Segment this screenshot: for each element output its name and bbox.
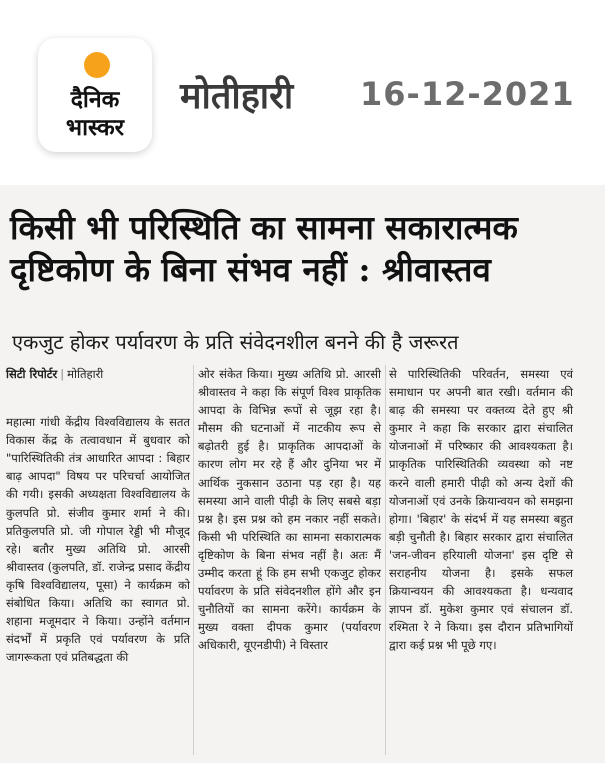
subheadline: एकजुट होकर पर्यावरण के प्रति संवेदनशील बनने की है जरूरत — [12, 330, 459, 354]
column-2-text: ओर संकेत किया। मुख्य अतिथि प्रो. आरसी श्रीवास्तव ने कहा कि संपूर्ण विश्व प्राकृतिक आपदा के विभिन्न रूपों से जूझ रहा है। मौसम की घटनाओं में नाटकीय रूप से बढ़ोतरी हुई है। प्राकृतिक आपदाओं के कारण लोग मर रहे हैं और दुनिया भर में आर्थिक नुकसान उठाना पड़ रहा है। यह समस्या आने वाली पीढ़ी के लिए सबसे बड़ा प्रश्न है। इस प्रश्न को हम नकार नहीं सकते। किसी भी परिस्थिति का सामना सकारात्मक दृष्टिकोण के बिना संभव नहीं है। अतः मैं उम्मीद करता हूं कि हम सभी एकजुट होकर पर्यावरण के प्रति संवेदनशील होंगे और इन चुनौतियों का सामना करेंगे। कार्यक्रम के मुख्य वक्ता दीपक कुमार (पर्यावरण अधिकारी, यूएनडीपी) ने विस्तार — [198, 367, 381, 653]
headline-line-2: दृष्टिकोण के बिना संभव नहीं : श्रीवास्तव — [10, 250, 491, 289]
byline-reporter: सिटी रिपोर्टर — [6, 367, 58, 381]
edition-city: मोतीहारी — [180, 76, 294, 117]
news-clipping — [0, 185, 605, 763]
article-column-2 — [198, 365, 381, 655]
logo-text-bhaskar: भास्कर — [65, 115, 125, 141]
dainik-bhaskar-logo[interactable] — [38, 38, 152, 152]
headline — [10, 207, 600, 291]
byline-place: मोतिहारी — [67, 367, 104, 381]
byline — [6, 365, 190, 383]
app-header — [0, 0, 605, 185]
headline-line-1: किसी भी परिस्थिति का सामना सकारात्मक — [10, 208, 518, 247]
column-divider — [193, 365, 194, 755]
edition-date: 16-12-2021 — [360, 75, 575, 113]
column-1-text: महात्मा गांधी केंद्रीय विश्वविद्यालय के सतत विकास केंद्र के तत्वावधान में बुधवार को "पारिस्थितिकी तंत्र आधारित आपदा : बिहार बाढ़ आपदा" विषय पर परिचर्चा आयोजित की गयी। इसकी अध्यक्षता विश्वविद्यालय के कुलपति प्रो. संजीव कुमार शर्मा ने की। प्रतिकुलपति प्रो. जी गोपाल रेड्डी भी मौजूद रहे। बतौर मुख्य अतिथि प्रो. आरसी श्रीवास्तव (कुलपति, डॉ. राजेन्द्र प्रसाद केंद्रीय कृषि विश्वविद्यालय, पूसा) ने कार्यक्रम को संबोधित किया। अतिथि का स्वागत प्रो. शहाना मजूमदार ने किया। उन्होंने वर्तमान संदर्भों में प्रकृति एवं पर्यावरण के प्रति जागरूकता एवं प्रतिबद्धता की — [6, 415, 190, 665]
logo-text-dainik: दैनिक — [70, 87, 120, 113]
column-3-text: से पारिस्थितिकी परिवर्तन, समस्या एवं समाधान पर अपनी बात रखी। वर्तमान की बाढ़ की समस्या पर वक्तव्य देते हुए श्री कुमार ने कहा कि सरकार द्वारा संचालित योजनाओं में परिष्कार की आवश्यकता है। प्राकृतिक पारिस्थितिकी व्यवस्था को नष्ट करने वाली हमारी पीढ़ी को अन्य देशों की योजनाओं एवं उनके क्रियान्वयन को समझना होगा। 'बिहार' के संदर्भ में यह समस्या बहुत बड़ी चुनौती है। बिहार सरकार द्वारा संचालित 'जन-जीवन हरियाली योजना' इस दृष्टि से सराहनीय योजना है। इसके सफल क्रियान्वयन की आवश्यकता है। धन्यवाद ज्ञापन डॉ. मुकेश कुमार एवं संचालन डॉ. रश्मिता रे ने किया। इस दौरान प्रतिभागियों द्वारा कई प्रश्न भी पूछे गए। — [389, 367, 573, 653]
article-column-1 — [6, 365, 190, 666]
sun-icon — [84, 52, 110, 78]
article-column-3 — [389, 365, 573, 655]
column-divider — [385, 365, 386, 755]
byline-separator: | — [60, 367, 65, 381]
